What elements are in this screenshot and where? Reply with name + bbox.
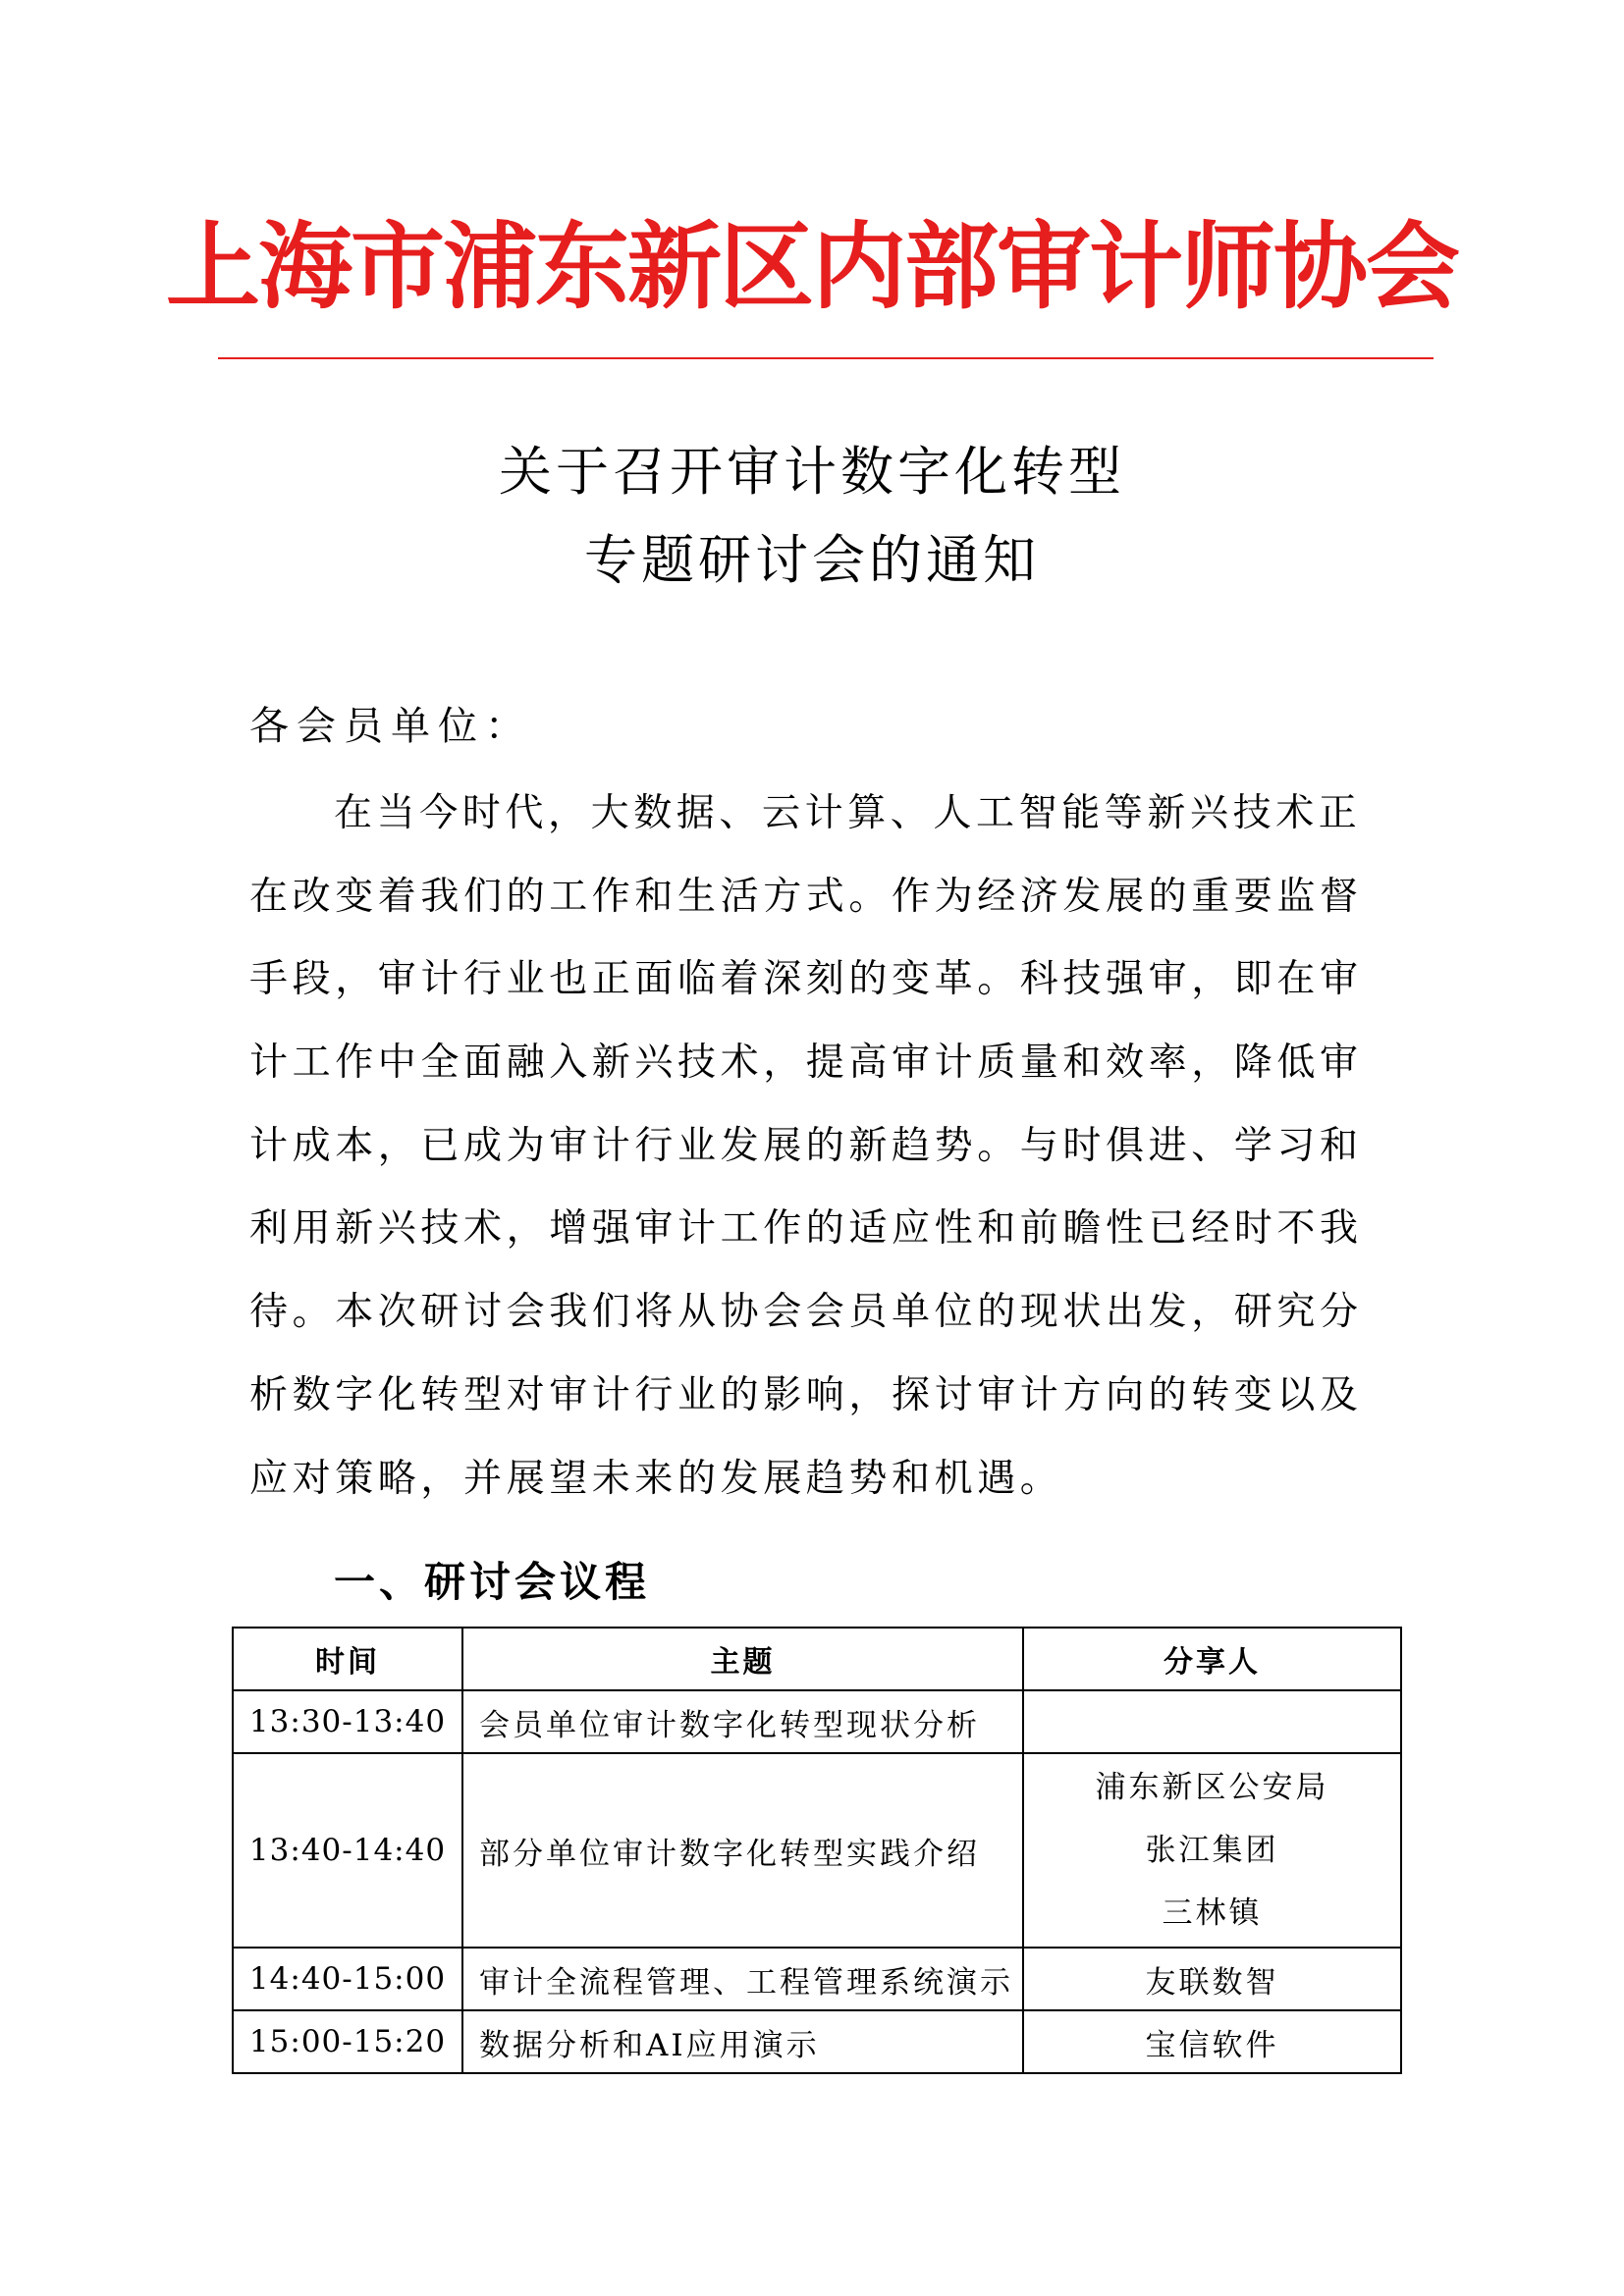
body-paragraph-line: 析数字化转型对审计行业的影响，探讨审计方向的转变以及 — [249, 1373, 1363, 1417]
agenda-speaker-name: 张江集团 — [1145, 1833, 1279, 1868]
body-paragraph-line: 应对策略，并展望未来的发展趋势和机遇。 — [249, 1457, 1063, 1501]
agenda-topic-cell: 会员单位审计数字化转型现状分析 — [462, 1690, 1023, 1753]
body-paragraph-line: 在当今时代，大数据、云计算、人工智能等新兴技术正 — [334, 791, 1362, 835]
agenda-speaker-cell — [1023, 1753, 1401, 1948]
agenda-row — [233, 1690, 1401, 1753]
agenda-speaker-cell: 友联数智 — [1023, 1948, 1401, 2010]
agenda-header-row — [233, 1628, 1401, 1690]
agenda-topic-cell: 审计全流程管理、工程管理系统演示 — [462, 1948, 1023, 2010]
body-paragraph-line: 计成本，已成为审计行业发展的新趋势。与时俱进、学习和 — [249, 1124, 1363, 1168]
agenda-speaker-cell — [1023, 1690, 1401, 1753]
body-paragraph-line: 手段，审计行业也正面临着深刻的变革。科技强审，即在审 — [249, 957, 1363, 1001]
agenda-time-cell: 15:00-15:20 — [233, 2010, 462, 2073]
agenda-row — [233, 1948, 1401, 2010]
agenda-header-speaker: 分享人 — [1023, 1628, 1401, 1690]
notice-title-line-2: 专题研讨会的通知 — [584, 529, 1040, 591]
body-paragraph-line: 利用新兴技术，增强审计工作的适应性和前瞻性已经时不我 — [249, 1206, 1363, 1251]
agenda-header-time: 时间 — [233, 1628, 462, 1690]
header-divider — [218, 357, 1434, 359]
agenda-speaker-name: 浦东新区公安局 — [1095, 1770, 1329, 1805]
agenda-speaker-cell: 宝信软件 — [1023, 2010, 1401, 2073]
agenda-speaker-name: 三林镇 — [1162, 1896, 1263, 1931]
agenda-table — [232, 1627, 1402, 2074]
agenda-row — [233, 1753, 1401, 1948]
section-heading-agenda: 一、研讨会议程 — [334, 1558, 651, 1606]
body-paragraph-line: 计工作中全面融入新兴技术，提高审计质量和效率，降低审 — [249, 1041, 1363, 1085]
agenda-topic-cell: 数据分析和AI应用演示 — [462, 2010, 1023, 2073]
agenda-row — [233, 2010, 1401, 2073]
agenda-time-cell: 13:40-14:40 — [233, 1753, 462, 1948]
agenda-time-cell: 14:40-15:00 — [233, 1948, 462, 2010]
organization-header: 上海市浦东新区内部审计师协会 — [166, 212, 1458, 322]
notice-title-line-1: 关于召开审计数字化转型 — [499, 441, 1125, 503]
agenda-topic-cell: 部分单位审计数字化转型实践介绍 — [462, 1753, 1023, 1948]
body-paragraph-line: 待。本次研讨会我们将从协会会员单位的现状出发，研究分 — [249, 1290, 1363, 1334]
agenda-time-cell: 13:30-13:40 — [233, 1690, 462, 1753]
body-paragraph-line: 在改变着我们的工作和生活方式。作为经济发展的重要监督 — [249, 875, 1363, 919]
salutation: 各会员单位： — [249, 704, 532, 749]
agenda-header-topic: 主题 — [462, 1628, 1023, 1690]
